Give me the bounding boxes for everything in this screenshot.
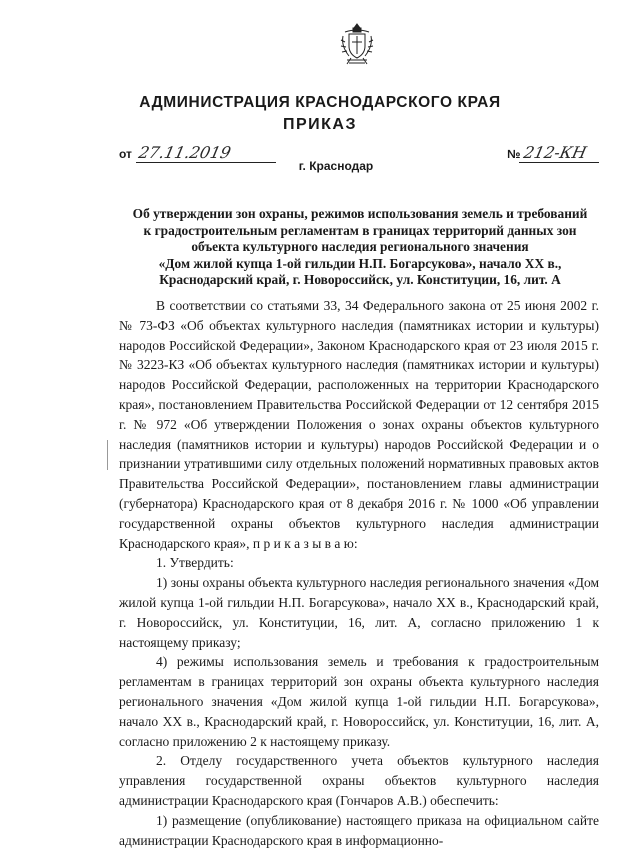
date-label: от [119, 147, 132, 161]
organization-title: АДМИНИСТРАЦИЯ КРАСНОДАРСКОГО КРАЯ [139, 94, 501, 111]
subject-line: «Дом жилой купца 1-ой гильдии Н.П. Богарсукова», начало XX в., [158, 255, 562, 271]
subject-line: объекта культурного наследия регионального значения [191, 239, 529, 254]
body-paragraph: В соответствии со статьями 33, 34 Федерального закона от 25 июня 2002 г. № 73-ФЗ «Об объектах культурного наследия (памятниках истории и культуры) народов Российской Федерации», Законом Краснодарского края от 23 июля 2015 г. № 3223-КЗ «Об объектах культурного наследия (памятниках истории и культуры) народов Российской Федерации, расположенных на территории Краснодарского края», постановлением Правительства Российской Федерации от 12 сентября 2015 г. № 972 «Об утверждении Положения о зонах охраны объектов культурного наследия (памятников истории и культуры) народов Российской Федерации и о признании утратившими силу отдельных положений нормативных правовых актов Правительства Российской Федерации», постановлением главы администрации (губернатора) Краснодарского края от 8 декабря 2016 г. № 1000 «Об управлении государственной охраны объектов культурного наследия администрации Краснодарского края», п р и к а з ы в а ю: [119, 298, 599, 551]
body-paragraph: 1) зоны охраны объекта культурного наследия регионального значения «Дом жилой купца 1-ой гильдии Н.П. Богарсукова», начало XX в., Краснодарский край, г. Новороссийск, ул. Конституции, 16, лит. А, согласно приложению 1 к настоящему приказу; [119, 575, 599, 650]
document-type: ПРИКАЗ [282, 116, 357, 133]
body-paragraph: 2. Отделу государственного учета объектов культурного наследия управления государственной охраны объектов культурного наследия администрации Краснодарского края (Гончаров А.В.) обеспечить: [119, 753, 599, 808]
coat-of-arms-icon [339, 22, 375, 66]
body-paragraph: 1) размещение (опубликование) настоящего приказа на официальном сайте администрации Краснодарского края в информационно- [119, 812, 599, 848]
number-value: 212-КН [521, 143, 589, 162]
city-label: г. Краснодар [298, 159, 374, 173]
subject-line: Об утверждении зон охраны, режимов использования земель и требований [132, 206, 588, 221]
margin-mark [107, 440, 108, 470]
subject-line: Краснодарский край, г. Новороссийск, ул. Конституции, 16, лит. А [159, 272, 561, 287]
body-paragraph: 1. Утвердить: [156, 555, 234, 571]
body-paragraph: 4) режимы использования земель и требования к градостроительным регламентам в границах территорий зон охраны объекта культурного наследия регионального значения «Дом жилой купца 1-ой гильдии Н.П. Богарсукова», начало XX в., Краснодарский край, г. Новороссийск, ул. Конституции, 16, лит. А, согласно приложению 2 к настоящему приказу. [119, 654, 599, 749]
document-subject [110, 206, 610, 289]
document-body [119, 296, 599, 850]
date-value: 27.11.2019 [136, 143, 233, 162]
number-label: № [507, 147, 521, 161]
subject-line: к градостроительным регламентам в границах территорий данных зон [143, 222, 577, 238]
